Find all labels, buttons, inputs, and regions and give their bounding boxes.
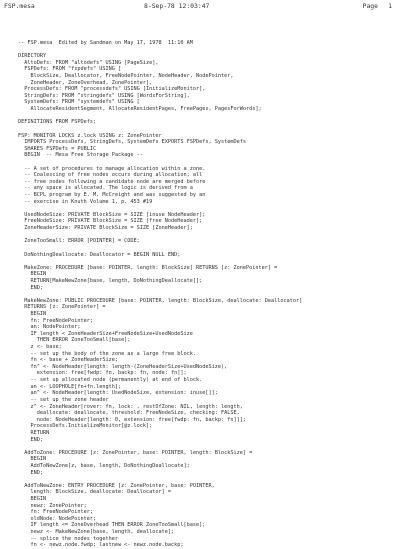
code-line: RETURNS [z: ZonePointer] =: [18, 304, 106, 311]
code-line: fn^ <- NodeHeader[length: length-(ZoneHeaderSize+UsedNodeSize),: [18, 363, 228, 370]
code-line: -- set up the zone header: [18, 396, 109, 403]
code-line: -- any space is allocated. The logic is derived from a: [18, 185, 193, 192]
code-line: BlockSize, Deallocator, FreeNodePointer, NodeHeader, NodePointer,: [18, 73, 234, 80]
code-line: [18, 232, 396, 239]
code-line: BEGIN: [18, 496, 47, 503]
page-header: [4, 2, 392, 14]
code-line: [18, 126, 396, 133]
code-line: -- free nodes following a candidate node are merged before: [18, 178, 206, 185]
code-line: -- FSP.mesa Edited by Sandman on May 17, 1978 11:10 AM: [18, 40, 193, 46]
code-line: -- A set of procedures to manage allocation within a zone.: [18, 165, 206, 172]
code-line: newz: ZonePointer;: [18, 502, 87, 509]
code-line: [18, 258, 396, 265]
code-line: DIRECTORY: [18, 53, 47, 60]
code-line: -- exercise in Knuth Volume 1, p. 453 #19: [18, 198, 153, 205]
code-line: BEGIN: [18, 310, 47, 317]
code-line: BEGIN -- Mesa Free Storage Package --: [18, 152, 143, 159]
code-line: fn: FreeNodePointer;: [18, 317, 93, 324]
code-line: ProcessDefs.InitializeMonitor[@z.lock];: [18, 423, 153, 430]
code-line: END;: [18, 284, 43, 291]
code-line: DEFINITIONS FROM FSPDefs;: [18, 119, 97, 126]
header-page-number: 1: [388, 2, 392, 10]
code-line: -- set up allocated node (permanently) at end of block.: [18, 377, 203, 384]
code-line: IF length < ZoneHeaderSize+FreeNodeSize+UsedNodeSize: [18, 330, 193, 337]
code-line: -- BCPL program by E. M. McCreight and was suggested by an: [18, 192, 206, 199]
header-filename: FSP.mesa: [4, 2, 35, 10]
code-line: -- Coalescing of free nodes occurs during allocation; all: [18, 172, 203, 179]
code-line: ProcessDefs: FROM "processdefs" USING [InitializeMonitor],: [18, 86, 206, 93]
code-line: AltoDefs: FROM "altodefs" USING [PageSize],: [18, 59, 159, 66]
header-page-label: Page: [362, 2, 378, 10]
code-line: MakeNewZone: PUBLIC PROCEDURE [base: POINTER, length: BlockSize, deallocate: Deallocator]: [18, 297, 303, 304]
code-line: newz <- MakeNewZone[base, length, deallocate];: [18, 529, 175, 536]
code-line: an: NodePointer;: [18, 324, 81, 331]
code-line: fn <- newz.node.fwdp; lastnew <- newz.node.backp;: [18, 542, 184, 549]
code-line: -- set up the body of the zone as a large free block.: [18, 350, 197, 357]
code-line: [18, 47, 396, 54]
code-line: an <- LOOPHOLE[fn+fn.length];: [18, 383, 122, 390]
code-line: deallocate: deallocate, threshold: FreeNodeSize, checking: FALSE,: [18, 410, 240, 417]
code-line: END;: [18, 469, 43, 476]
code-listing: [18, 40, 396, 549]
code-line: DoNothingDeallocate: Deallocator = BEGIN NULL END;: [18, 251, 181, 258]
code-line: BEGIN: [18, 271, 47, 278]
code-line: ZoneHeader, ZoneOverhead, ZonePointer],: [18, 79, 153, 86]
code-line: UsedNodeSize: PRIVATE BlockSize = SIZE [inuse NodeHeader];: [18, 211, 206, 218]
code-line: fn: FreeNodePointer;: [18, 509, 93, 516]
code-line: IF length <= ZoneOverhead THEN ERROR ZoneTooSmall[base];: [18, 522, 206, 529]
code-line: oldNode: NodePointer;: [18, 515, 97, 522]
code-line: IMPORTS ProcessDefs, StringDefs, SystemDefs EXPORTS FSPDefs, SystemDefs: [18, 139, 246, 146]
code-line: SHARES FSPDefs = PUBLIC: [18, 145, 97, 152]
code-line: BEGIN: [18, 456, 47, 463]
code-line: AllocateResidentSegment, AllocateResidentPages, FreePages, PagesForWords];: [18, 106, 262, 113]
code-line: THEN ERROR ZoneTooSmall[base];: [18, 337, 131, 344]
code-line: MakeZone: PROCEDURE [base: POINTER, length: BlockSize] RETURNS [z: ZonePointer] =: [18, 264, 278, 271]
code-line: [18, 245, 396, 252]
code-line: RETURN[MakeNewZone[base, length, DoNothingDeallocate]];: [18, 277, 203, 284]
code-line: AddToNewZone: ENTRY PROCEDURE [z: ZonePointer, base: POINTER,: [18, 482, 215, 489]
code-line: -- splice the nodes together: [18, 535, 118, 542]
code-line: [18, 159, 396, 166]
code-line: FreeNodeSize: PRIVATE BlockSize = SIZE [free NodeHeader];: [18, 218, 203, 225]
code-line: StringDefs: FROM "stringdefs" USING [WordsForString],: [18, 92, 190, 99]
code-line: z <- base;: [18, 344, 62, 351]
code-line: FSP: MONITOR LOCKS z.lock USING z: ZonePointer: [18, 132, 162, 139]
code-line: extension: free[fwdp: fn, backp: fn, node: fn]];: [18, 370, 187, 377]
code-line: fn <- base + ZoneHeaderSize;: [18, 357, 118, 364]
code-line: ZoneHeaderSize: PRIVATE BlockSize = SIZE [ZoneHeader];: [18, 225, 193, 232]
code-line: [18, 291, 396, 298]
code-line: END;: [18, 436, 43, 443]
code-line: [18, 205, 396, 212]
code-line: length: BlockSize, deallocate: Deallocator] =: [18, 489, 172, 496]
code-line: node: NodeHeader[length: 0, extension: free[fwdp: fn, backp: fn]]];: [18, 416, 246, 423]
code-line: [18, 476, 396, 483]
header-datetime: 8-Sep-78 12:03:47: [144, 2, 210, 10]
code-line: SystemDefs: FROM "systemdefs" USING [: [18, 99, 140, 106]
code-line: z^ <- ZoneHeader[rover: fn, lock: , restOfZone: NIL, length: length,: [18, 403, 243, 410]
code-line: AddToNewZone[z, base, length, DoNothingDeallocate];: [18, 463, 190, 469]
code-line: AddToZone: PROCEDURE [z: ZonePointer, base: POINTER, length: BlockSize] =: [18, 449, 253, 456]
code-line: RETURN: [18, 429, 50, 436]
code-line: an^ <- NodeHeader[length: UsedNodeSize, extension: inuse[]];: [18, 390, 218, 397]
code-line: [18, 443, 396, 450]
code-line: [18, 113, 396, 120]
code-line: FSPDefs: FROM "fspdefs" USING [: [18, 66, 122, 73]
code-line: ZoneTooSmall: ERROR [POINTER] = CODE;: [18, 238, 140, 245]
